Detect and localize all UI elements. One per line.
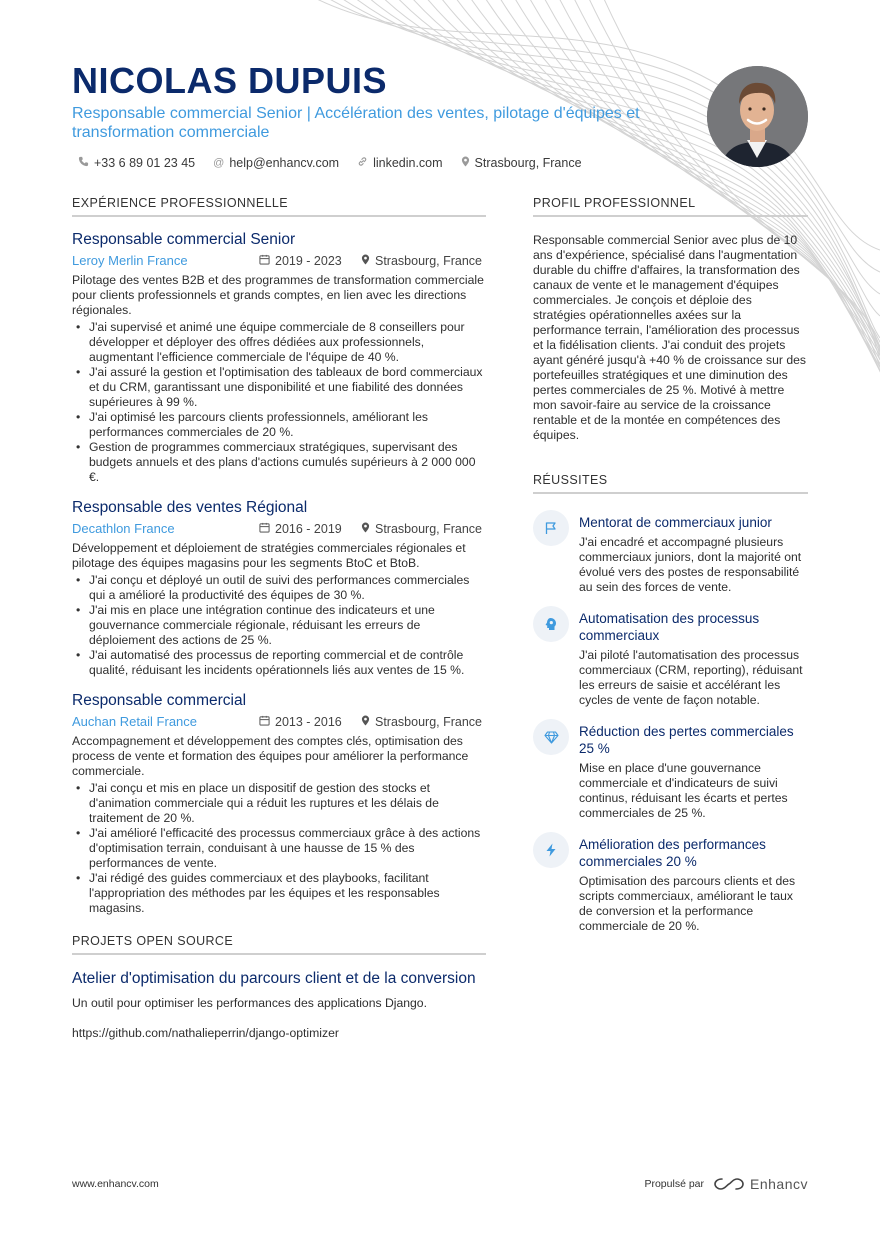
achievement-item: [533, 723, 808, 821]
job-company: Auchan Retail France: [72, 714, 198, 729]
diamond-icon: [533, 719, 569, 755]
contact-linkedin[interactable]: [357, 156, 442, 170]
candidate-name: NICOLAS DUPUIS: [72, 60, 388, 101]
right-column: [533, 196, 808, 949]
profile-section: [533, 196, 808, 443]
achievement-body: [579, 723, 808, 821]
achievement-title: Mentorat de commerciaux junior: [579, 515, 772, 530]
job-bullet: • J'ai assuré la gestion et l'optimisation des tableaux de bord commerciaux et du CRM, garantissant une disponibilité et une fiabilité des données supérieures à 99 %.: [72, 365, 486, 410]
enhancv-logo[interactable]: [714, 1176, 808, 1192]
location-pin-icon: [461, 156, 470, 170]
achievement-title: Amélioration des performances commerciales 20 %: [579, 837, 766, 869]
job-title: Responsable commercial Senior: [72, 231, 296, 248]
job-company: Leroy Merlin France: [72, 253, 188, 268]
job-location-text: Strasbourg, France: [375, 253, 482, 268]
footer-powered-by: Propulsé par: [644, 1178, 705, 1190]
projects-section-title: PROJETS OPEN SOURCE: [72, 934, 486, 955]
job-description: Pilotage des ventes B2B et des programmes de transformation commerciale pour clients professionnels et grands comptes, en lien avec les directions régionales.: [72, 273, 484, 317]
job-bullet: • J'ai mis en place une intégration continue des indicateurs et une gouvernance commerciale régionale, réduisant les erreurs de déploiement des actions de 25 %.: [72, 603, 486, 648]
job-location-text: Strasbourg, France: [375, 521, 482, 536]
contact-phone[interactable]: [78, 156, 195, 170]
location-pin-icon: [361, 522, 370, 536]
flag-icon: [533, 510, 569, 546]
job-bullets: [72, 781, 486, 916]
project-link[interactable]: https://github.com/nathalieperrin/django-optimizer: [72, 1026, 339, 1040]
job-dates: [259, 254, 361, 268]
job-description: Accompagnement et développement des comptes clés, optimisation des process de vente et formation des équipes pour améliorer la performance commerciale.: [72, 734, 469, 778]
left-column: [72, 196, 486, 1040]
resume-header: [72, 62, 712, 170]
contact-bar: [72, 156, 712, 170]
job-bullets: [72, 320, 486, 485]
job-bullets: [72, 573, 486, 678]
enhancv-logo-text: Enhancv: [750, 1176, 808, 1192]
job-title: Responsable commercial: [72, 692, 247, 709]
project-entry: [72, 969, 486, 1040]
contact-email[interactable]: [213, 156, 339, 170]
calendar-icon: [259, 254, 270, 268]
job-location: [361, 715, 482, 729]
calendar-icon: [259, 522, 270, 536]
achievements-section-title: RÉUSSITES: [533, 473, 808, 494]
location-pin-icon: [361, 715, 370, 729]
job-location-text: Strasbourg, France: [375, 714, 482, 729]
contact-location: [461, 156, 582, 170]
projects-section: [72, 934, 486, 1040]
profile-summary: Responsable commercial Senior avec plus de 10 ans d'expérience, spécialisé dans l'augmentation durable du chiffre d'affaires, la transformation des canaux de vente et le management d'équipes commerciales. Je conçois et déploie des stratégies opérationnelles axées sur la performance terrain, l'amélioration des processus et la fidélisation clients. J'ai conduit des projets ayant généré jusqu'à +40 % de croissance sur des portefeuilles stratégiques et une diminution des pertes commerciales de 25 %. Motivé à mettre mon savoir-faire au service de la croissance rentable et de la montée en compétences des équipes.: [533, 233, 806, 442]
job-entry: [72, 231, 486, 485]
footer-website[interactable]: www.enhancv.com: [72, 1178, 159, 1190]
project-description: Un outil pour optimiser les performances des applications Django.: [72, 996, 427, 1010]
job-bullet: • J'ai automatisé des processus de reporting commercial et de contrôle qualité, réduisant les incidents opérationnels liés aux ventes de 15 %.: [72, 648, 486, 678]
job-entry: [72, 499, 486, 678]
job-meta: [72, 253, 486, 268]
calendar-icon: [259, 715, 270, 729]
page-footer: [72, 1176, 808, 1192]
experience-section: [72, 196, 486, 916]
job-company: Decathlon France: [72, 521, 175, 536]
project-title: Atelier d'optimisation du parcours client et de la conversion: [72, 970, 476, 987]
job-entry: [72, 692, 486, 916]
contact-phone-text: +33 6 89 01 23 45: [94, 156, 196, 170]
candidate-headline: Responsable commercial Senior | Accélération des ventes, pilotage d'équipes et transformation commerciale: [72, 105, 640, 141]
achievement-description: Optimisation des parcours clients et des scripts commerciaux, améliorant le taux de conversion et la performance commerciale de 20 %.: [579, 874, 796, 933]
job-bullet: • J'ai amélioré l'efficacité des processus commerciaux grâce à des actions d'optimisation terrain, conduisant à une hausse de 15 % des performances de vente.: [72, 826, 486, 871]
achievement-body: [579, 836, 808, 934]
achievement-item: [533, 610, 808, 708]
job-location: [361, 254, 482, 268]
achievement-description: J'ai encadré et accompagné plusieurs commerciaux juniors, dont la majorité ont évolué vers des postes de responsabilité au sein des forces de vente.: [579, 535, 802, 594]
footer-branding: [644, 1176, 808, 1192]
job-bullet: • J'ai rédigé des guides commerciaux et des playbooks, facilitant l'appropriation des méthodes par les équipes et les responsables magasins.: [72, 871, 486, 916]
job-meta: [72, 714, 486, 729]
head-gear-icon: [533, 606, 569, 642]
job-dates-text: 2019 - 2023: [275, 253, 342, 268]
contact-location-text: Strasbourg, France: [474, 156, 582, 170]
achievement-body: [579, 514, 808, 595]
lightning-icon: [533, 832, 569, 868]
job-bullet: • J'ai conçu et déployé un outil de suivi des performances commerciales qui a amélioré la productivité des équipes de 30 %.: [72, 573, 486, 603]
enhancv-logo-icon: [714, 1177, 744, 1191]
contact-linkedin-text: linkedin.com: [373, 156, 443, 170]
job-dates-text: 2013 - 2016: [275, 714, 342, 729]
experience-section-title: EXPÉRIENCE PROFESSIONNELLE: [72, 196, 486, 217]
job-bullet: • J'ai optimisé les parcours clients professionnels, améliorant les performances commerciales de 20 %.: [72, 410, 486, 440]
link-icon: [357, 156, 368, 170]
at-icon: @: [213, 157, 225, 169]
job-bullet: • Gestion de programmes commerciaux stratégiques, supervisant des budgets annuels et des plans d'actions cumulés supérieurs à 2 000 000 €.: [72, 440, 486, 485]
profile-section-title: PROFIL PROFESSIONNEL: [533, 196, 808, 217]
profile-photo: [707, 66, 808, 167]
achievement-description: Mise en place d'une gouvernance commerciale et d'indicateurs de suivi continus, réduisant les écarts et pertes commerciales de 25 %.: [579, 761, 788, 820]
achievement-description: J'ai piloté l'automatisation des processus commerciaux (CRM, reporting), réduisant les erreurs de saisie et accélérant les cycles de vente de façon notable.: [579, 648, 803, 707]
job-bullet: • J'ai supervisé et animé une équipe commerciale de 8 conseillers pour développer et déployer des offres dédiées aux professionnels, augmentant l'efficience commerciale de l'équipe de 40 %.: [72, 320, 486, 365]
job-meta: [72, 521, 486, 536]
job-description: Développement et déploiement de stratégies commerciales régionales et pilotage des équipes magasins pour les segments BtoC et BtoB.: [72, 541, 466, 570]
job-dates: [259, 715, 361, 729]
achievement-title: Réduction des pertes commerciales 25 %: [579, 724, 794, 756]
achievements-section: [533, 473, 808, 934]
job-bullet: • J'ai conçu et mis en place un dispositif de gestion des stocks et d'animation commerciale qui a réduit les ruptures et les délais de traitement de 20 %.: [72, 781, 486, 826]
location-pin-icon: [361, 254, 370, 268]
contact-email-text: help@enhancv.com: [229, 156, 340, 170]
achievement-item: [533, 836, 808, 934]
job-location: [361, 522, 482, 536]
job-dates: [259, 522, 361, 536]
job-title: Responsable des ventes Régional: [72, 499, 308, 516]
phone-icon: [78, 156, 89, 170]
achievement-title: Automatisation des processus commerciaux: [579, 611, 760, 643]
achievement-body: [579, 610, 808, 708]
job-dates-text: 2016 - 2019: [275, 521, 342, 536]
achievement-item: [533, 514, 808, 595]
